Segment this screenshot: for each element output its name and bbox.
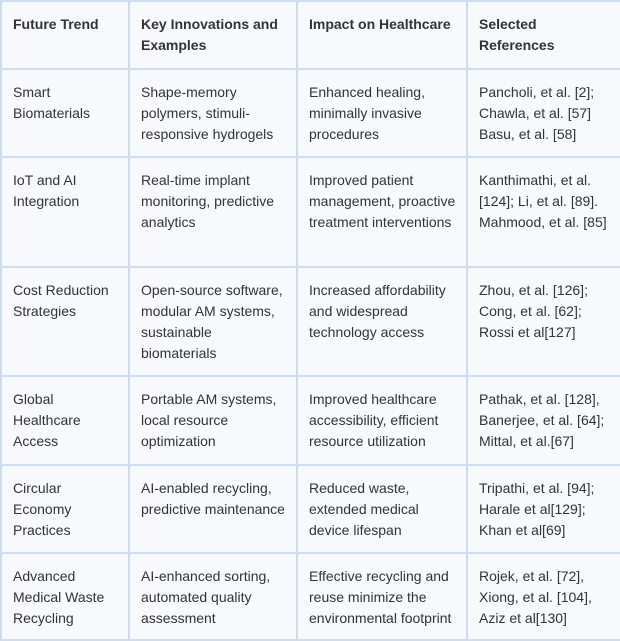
cell-references: Rojek, et al. [72], Xiong, et al. [104], Aziz et al[130] xyxy=(467,553,620,640)
table-row xyxy=(1,69,620,157)
table-row xyxy=(1,376,620,465)
cell-impact: Reduced waste, extended medical device lifespan xyxy=(297,465,467,553)
cell-references: Kanthimathi, et al. [124]; Li, et al. [89]. Mahmood, et al. [85] xyxy=(467,157,620,267)
cell-innovations: Open-source software, modular AM systems, sustainable biomaterials xyxy=(129,267,297,376)
cell-innovations: Shape-memory polymers, stimuli-responsive hydrogels xyxy=(129,69,297,157)
header-key-innovations: Key Innovations and Examples xyxy=(129,1,297,69)
table-row xyxy=(1,267,620,376)
cell-innovations: Portable AM systems, local resource optimization xyxy=(129,376,297,465)
table-header-row xyxy=(1,1,620,69)
cell-impact: Improved healthcare accessibility, efficient resource utilization xyxy=(297,376,467,465)
cell-innovations: Real-time implant monitoring, predictive analytics xyxy=(129,157,297,267)
cell-impact: Effective recycling and reuse minimize the environmental footprint xyxy=(297,553,467,640)
table-row xyxy=(1,553,620,640)
cell-trend: Advanced Medical Waste Recycling xyxy=(1,553,129,640)
table-row xyxy=(1,157,620,267)
cell-references: Pancholi, et al. [2]; Chawla, et al. [57] Basu, et al. [58] xyxy=(467,69,620,157)
cell-trend: Cost Reduction Strategies xyxy=(1,267,129,376)
cell-trend: Circular Economy Practices xyxy=(1,465,129,553)
cell-trend: Smart Biomaterials xyxy=(1,69,129,157)
cell-innovations: AI-enhanced sorting, automated quality assessment xyxy=(129,553,297,640)
cell-references: Zhou, et al. [126]; Cong, et al. [62]; Rossi et al[127] xyxy=(467,267,620,376)
cell-trend: IoT and AI Integration xyxy=(1,157,129,267)
header-impact: Impact on Healthcare xyxy=(297,1,467,69)
cell-impact: Increased affordability and widespread technology access xyxy=(297,267,467,376)
cell-innovations: AI-enabled recycling, predictive maintenance xyxy=(129,465,297,553)
cell-references: Pathak, et al. [128], Banerjee, et al. [64]; Mittal, et al.[67] xyxy=(467,376,620,465)
header-references: Selected References xyxy=(467,1,620,69)
cell-trend: Global Healthcare Access xyxy=(1,376,129,465)
cell-impact: Improved patient management, proactive treatment interventions xyxy=(297,157,467,267)
cell-impact: Enhanced healing, minimally invasive procedures xyxy=(297,69,467,157)
header-future-trend: Future Trend xyxy=(1,1,129,69)
cell-references: Tripathi, et al. [94]; Harale et al[129]; Khan et al[69] xyxy=(467,465,620,553)
table-row xyxy=(1,465,620,553)
